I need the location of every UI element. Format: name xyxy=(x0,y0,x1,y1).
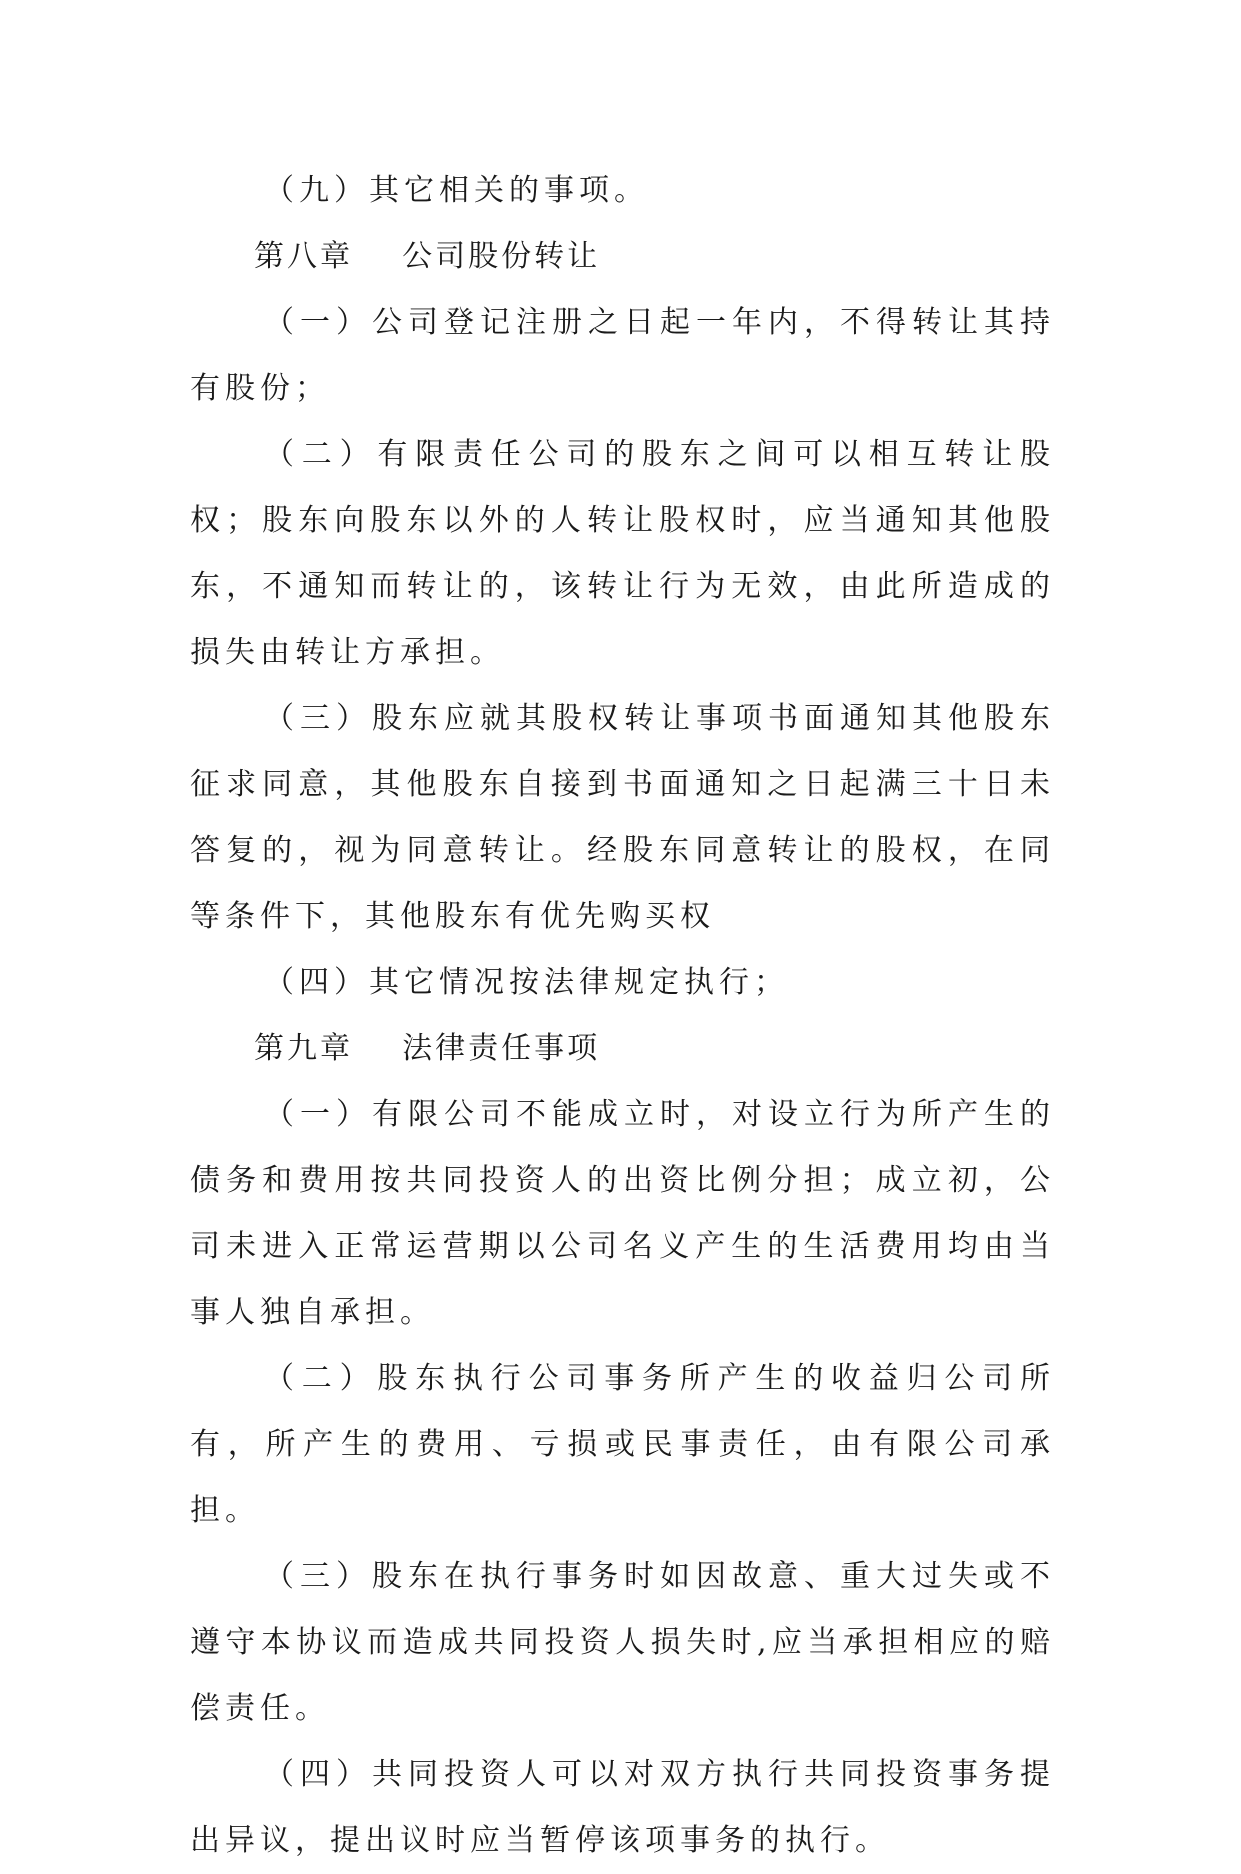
chapter-8-heading: 第八章 公司股份转让 xyxy=(254,239,601,274)
chapter-9-heading: 第九章 法律责任事项 xyxy=(254,1031,601,1066)
paragraph-ch9-item-4: （四）共同投资人可以对双方执行共同投资事务提出异议，提出议时应当暂停该项事务的执行。 xyxy=(190,1757,1055,1858)
paragraph-ch8-item-1: （一）公司登记注册之日起一年内，不得转让其持有股份； xyxy=(190,305,1055,406)
paragraph-ch9-item-1: （一）有限公司不能成立时，对设立行为所产生的债务和费用按共同投资人的出资比例分担；成立初，公司未进入正常运营期以公司名义产生的生活费用均由当事人独自承担。 xyxy=(190,1097,1055,1330)
paragraph-ch9-item-3: （三）股东在执行事务时如因故意、重大过失或不遵守本协议而造成共同投资人损失时,应当承担相应的赔偿责任。 xyxy=(190,1559,1055,1726)
paragraph-ch9-item-2: （二）股东执行公司事务所产生的收益归公司所有，所产生的费用、亏损或民事责任，由有限公司承担。 xyxy=(190,1361,1055,1528)
paragraph-ch8-item-3: （三）股东应就其股权转让事项书面通知其他股东征求同意，其他股东自接到书面通知之日起满三十日未答复的，视为同意转让。经股东同意转让的股权，在同等条件下，其他股东有优先购买权 xyxy=(190,701,1055,934)
document-body xyxy=(190,158,1055,1874)
paragraph-ch8-item-2: （二）有限责任公司的股东之间可以相互转让股权；股东向股东以外的人转让股权时，应当通知其他股东，不通知而转让的，该转让行为无效，由此所造成的损失由转让方承担。 xyxy=(190,437,1055,670)
paragraph-ch8-item-4: （四）其它情况按法律规定执行； xyxy=(264,965,789,1000)
paragraph-item-9: （九）其它相关的事项。 xyxy=(264,173,649,208)
